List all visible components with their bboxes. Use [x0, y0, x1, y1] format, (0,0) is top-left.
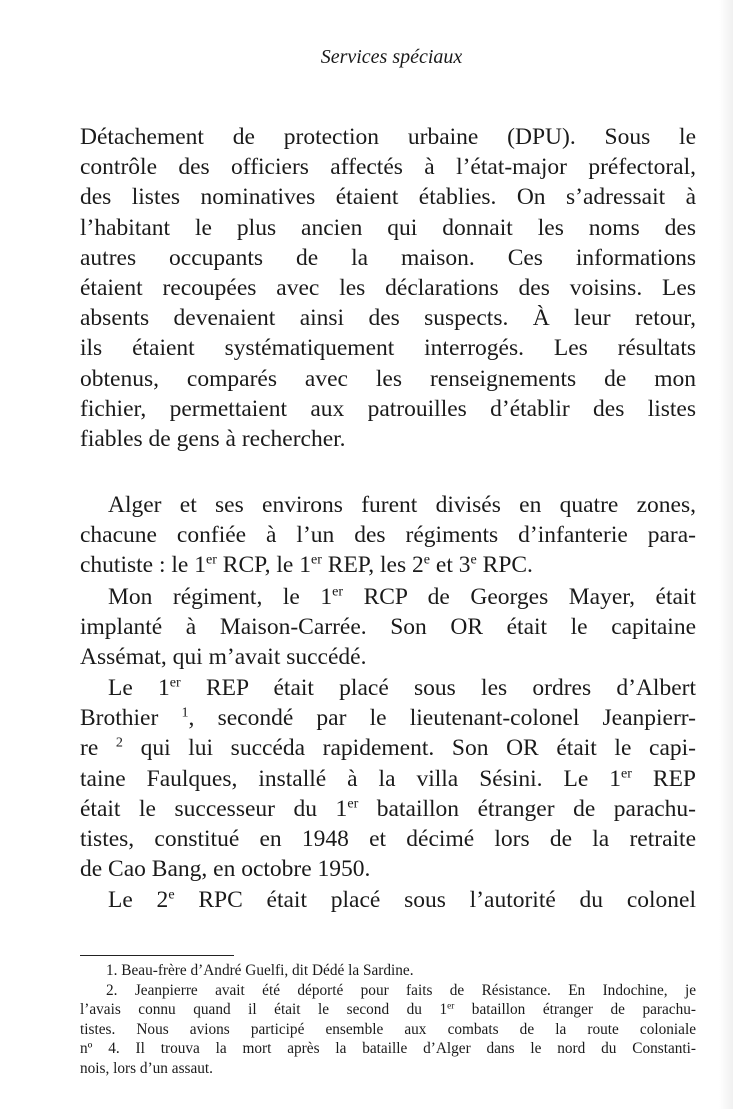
paragraph-5	[80, 885, 696, 915]
text-run: bataillon étranger de parachu-	[358, 795, 697, 822]
text-line: l’habitant le plus ancien qui donnait les noms des	[80, 214, 696, 241]
paragraph-1	[80, 122, 696, 454]
paragraph-4	[80, 673, 696, 884]
text-run: RCP, le 1	[216, 552, 311, 579]
text-line: fichier, permettaient aux patrouilles d’établir des listes	[80, 395, 696, 422]
text-line	[80, 794, 696, 824]
text-run: était le successeur du 1	[80, 795, 348, 822]
text-line: contrôle des officiers affectés à l’état-major préfectoral,	[80, 154, 696, 181]
text-run: Le 1	[108, 675, 170, 701]
text-line: obtenus, comparés avec les renseignements de mon	[80, 365, 696, 392]
text-run: RPC.	[476, 552, 533, 579]
text-line: autres occupants de la maison. Ces informations	[80, 244, 696, 271]
text-run: Mon régiment, le 1	[108, 584, 333, 610]
text-line: fiables de gens à rechercher.	[80, 426, 346, 453]
text-line: de Cao Bang, en octobre 1950.	[80, 856, 371, 883]
text-line	[80, 673, 696, 703]
text-run: chutiste : le 1	[80, 552, 206, 579]
text-line	[80, 733, 696, 763]
text-line: Alger et ses environs furent divisés en quatre zones,	[108, 492, 696, 518]
superscript: er	[332, 583, 344, 600]
text-line	[80, 703, 696, 733]
text-run: Brothier	[80, 705, 182, 732]
footnote-1: 1. Beau-frère d’André Guelfi, dit Dédé la Sardine.	[106, 962, 414, 979]
text-line: implanté à Maison-Carrée. Son OR était le capitaine	[80, 614, 696, 641]
text-line: Assémat, qui m’avait succédé.	[80, 644, 367, 671]
text-run: re	[80, 735, 116, 762]
footnote-2-line: nº 4. Il trouva la mort après la bataille d’Alger dans le nord du Constanti-	[80, 1040, 696, 1057]
superscript: er	[310, 551, 322, 568]
footnote-2-line	[80, 1000, 696, 1020]
text-line	[80, 550, 696, 580]
text-run: Le 2	[108, 887, 169, 913]
text-line: Détachement de protection urbaine (DPU). Sous le	[80, 124, 696, 150]
text-run: REP était placé sous les ordres d’Albert	[180, 675, 696, 701]
text-run: taine Faulques, installé à la villa Sésini. Le 1	[80, 765, 621, 792]
text-line	[80, 582, 696, 612]
text-run: , secondé par le lieutenant-colonel Jeanpierr-	[188, 705, 696, 732]
text-run: qui lui succéda rapidement. Son OR était le capi-	[122, 735, 696, 762]
running-head: Services spéciaux	[320, 46, 463, 68]
footnote-2-line: 2. Jeanpierre avait été déporté pour faits de Résistance. En Indochine, je	[106, 981, 696, 999]
superscript: er	[347, 795, 359, 812]
superscript: er	[447, 1000, 455, 1011]
superscript: e	[470, 551, 477, 568]
text-line: chacune confiée à l’un des régiments d’infanterie para-	[80, 522, 696, 549]
page-edge-shadow	[719, 0, 733, 1109]
footnote-2-line: tistes. Nous avions participé ensemble aux combats de la route coloniale	[80, 1020, 696, 1038]
superscript: er	[205, 551, 217, 568]
paragraph-3	[80, 582, 696, 673]
text-run: RPC était placé sous l’autorité du colonel	[174, 887, 696, 913]
text-line: des listes nominatives étaient établies. On s’adressait à	[80, 184, 696, 211]
superscript: er	[169, 674, 181, 691]
footnote-divider	[80, 955, 234, 956]
text-line	[80, 885, 696, 915]
text-line: ils étaient systématiquement interrogés. Les résultats	[80, 335, 696, 362]
text-run: RCP de Georges Mayer, était	[343, 584, 696, 610]
footnote-ref: 2	[115, 734, 123, 751]
footnotes	[80, 961, 696, 1078]
text-line	[80, 764, 696, 794]
text-run: REP, les 2	[321, 552, 424, 579]
text-run: et 3	[430, 552, 471, 579]
superscript: er	[620, 765, 632, 782]
footnote-ref: 1	[181, 704, 189, 721]
text-line: étaient recoupées avec les déclarations des voisins. Les	[80, 275, 696, 302]
text-run: l’avais connu quand il était le second du 1	[80, 1001, 448, 1018]
text-line: tistes, constitué en 1948 et décimé lors de la retraite	[80, 826, 696, 853]
text-line: absents devenaient ainsi des suspects. À leur retour,	[80, 305, 696, 332]
superscript: e	[168, 886, 175, 903]
text-run: REP	[631, 765, 696, 792]
paragraph-2	[80, 490, 696, 581]
text-run: bataillon étranger de parachu-	[454, 1001, 696, 1018]
superscript: e	[423, 551, 431, 568]
footnote-2-line: nois, lors d’un assaut.	[80, 1059, 213, 1077]
